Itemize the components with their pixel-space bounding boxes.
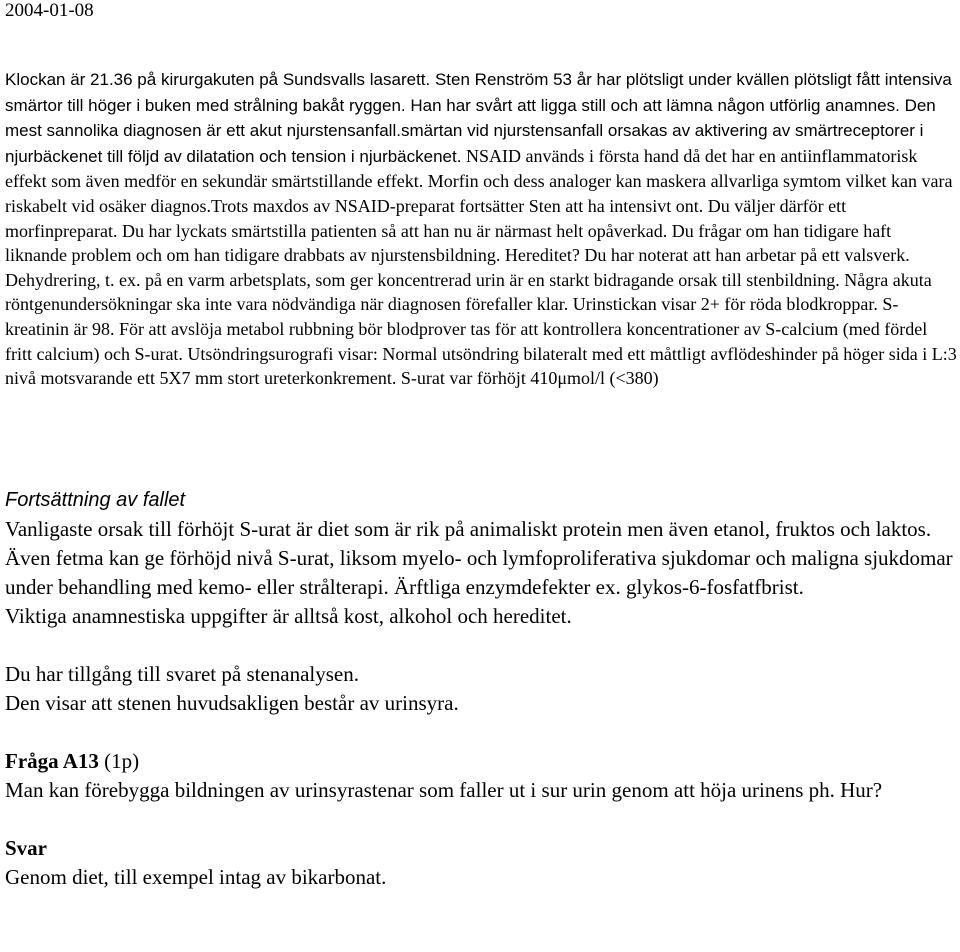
- document-date: 2004-01-08: [5, 0, 94, 21]
- case-text-intro: Klockan är 21.36 på kirurgakuten på Sundsvalls lasarett. Sten Renström 53 år har plötsligt under kvällen plötsligt fått intensiva smärtor till höger i buken med strålning bakåt ryggen. Han har svårt att ligga still och att lämna någon utförlig anamnes. Den mest sannolika diagnosen är ett akut njurstensanfall.smärtan vid njurstensanfall orsakas av aktivering av smärtreceptorer i njurbäckenet till följd av dilatation och tension i njurbäckenet.: [5, 70, 952, 166]
- question-title: [5, 747, 957, 776]
- stone-analysis-line-1: Du har tillgång till svaret på stenanalysen.: [5, 662, 359, 686]
- answer-label: Svar: [5, 836, 47, 860]
- stone-analysis-line-2: Den visar att stenen huvudsakligen består av urinsyra.: [5, 691, 459, 715]
- important-anamnesis: Viktiga anamnestiska uppgifter är alltså kost, alkohol och hereditet.: [5, 604, 572, 628]
- case-text-body: NSAID används i första hand då det har en antiinflammatorisk effekt som även medför en sekundär smärtstillande effekt. Morfin och dess analoger kan maskera allvarliga symtom vilket kan vara riskabelt vid osäker diagnos.Trots maxdos av NSAID-preparat fortsätter Sten att ha intensivt ont. Du väljer därför ett morfinpreparat. Du har lyckats smärtstilla patienten så att han nu är närmast helt opåverkad. Du frågar om han tidigare haft liknande problem och om han tidigare drabbats av njurstensbildning. Hereditet? Du har noterat att han arbetar på ett valsverk. Dehydrering, t. ex. på en varm arbetsplats, som ger koncentrerad urin är en starkt bidragande orsak till stenbildning. Några akuta röntgenundersökningar ska inte vara nödvändiga när diagnosen förefaller klar. Urinstickan visar 2+ för röda blodkroppar. S-kreatinin är 98. För att avslöja metabol rubbning bör blodprover tas för att kontrollera koncentrationer av S-calcium (med fördel fritt calcium) och S-urat. Utsöndringsurografi visar: Normal utsöndring bilateralt med ett måttligt avflödeshinder på höger sida i L:3 nivå motsvarande ett 5X7 mm stort ureterkonkrement. S-urat var förhöjt 410μmol/l (<380): [5, 145, 957, 389]
- case-description: [5, 67, 957, 391]
- question-label: Fråga A13: [5, 749, 99, 773]
- question-points: (1p): [98, 749, 140, 773]
- answer-text: Genom diet, till exempel intag av bikarbonat.: [5, 865, 387, 889]
- question-text: Man kan förebygga bildningen av urinsyrastenar som faller ut i sur urin genom att höja urinens ph. Hur?: [5, 778, 883, 802]
- spacer: [5, 718, 957, 747]
- continuation-section: [5, 486, 957, 892]
- continuation-heading: Fortsättning av fallet: [5, 489, 186, 511]
- spacer: [5, 805, 957, 834]
- continuation-paragraph: Vanligaste orsak till förhöjt S-urat är diet som är rik på animaliskt protein men även etanol, fruktos och laktos. Även fetma kan ge förhöjd nivå S-urat, liksom myelo- och lymfoproliferativa sjukdomar och maligna sjukdomar under behandling med kemo- eller strålterapi. Ärftliga enzymdefekter ex. glykos-6-fosfatfbrist.: [5, 517, 953, 599]
- spacer: [5, 631, 957, 660]
